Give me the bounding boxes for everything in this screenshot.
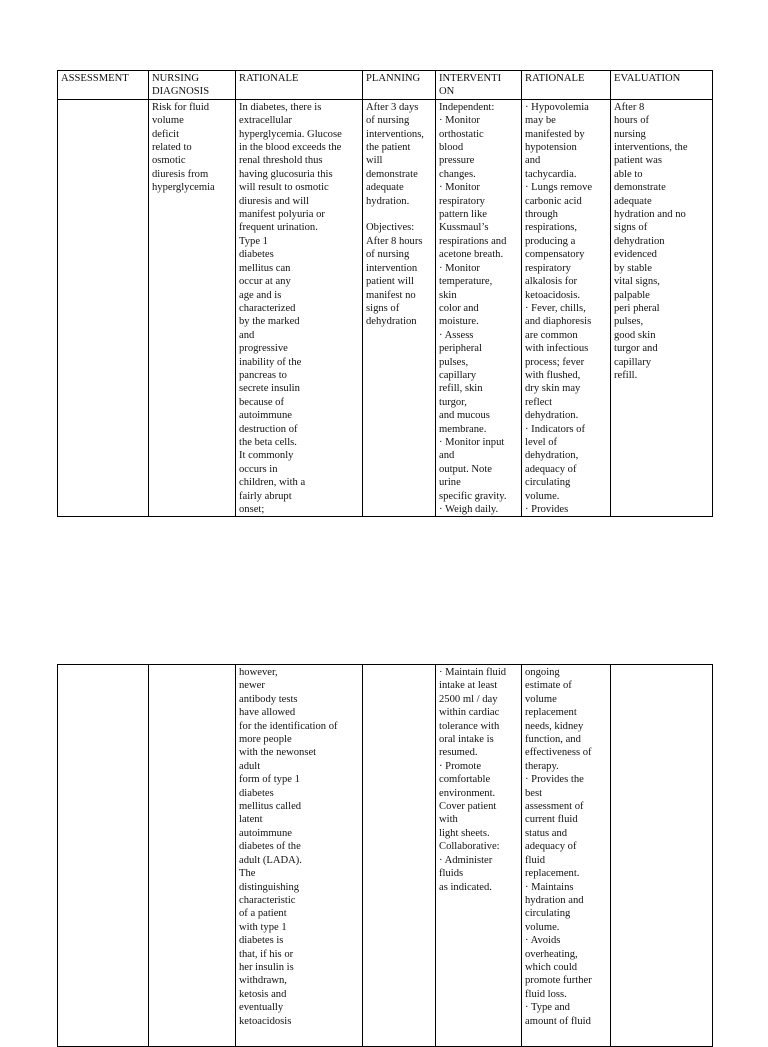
intervention-cell: · Maintain fluid intake at least 2500 ml / day within cardiac tolerance with oral intake is resumed. · Promote comfortable environment. Cover patient with light sheets. Collaborative: · Administer fluids as indicated. [436,665,522,1047]
header-rationale-2: RATIONALE [522,71,611,100]
rationale-cell: In diabetes, there is extracellular hyperglycemia. Glucose in the blood exceeds the renal threshold thus having glucosuria this will result to osmotic diuresis and will manifest polyuria or frequent urination. Type 1 diabetes mellitus can occur at any age and is characterized by the marked and progressive inability of the pancreas to secrete insulin because of autoimmune destruction of the beta cells. It commonly occurs in children, with a fairly abrupt onset; [236,99,363,517]
header-evaluation: EVALUATION [611,71,713,100]
care-plan-table-page-1 [57,70,713,517]
planning-cell: After 3 days of nursing interventions, the patient will demonstrate adequate hydration. Objectives: After 8 hours of nursing intervention patient will manifest no signs of dehydration [363,99,436,517]
diagnosis-cell [149,665,236,1047]
header-planning: PLANNING [363,71,436,100]
table-row [58,99,713,517]
diagnosis-cell: Risk for fluid volume deficit related to osmotic diuresis from hyperglycemia [149,99,236,517]
header-assessment: ASSESSMENT [58,71,149,100]
header-row [58,71,713,100]
header-intervention: INTERVENTI ON [436,71,522,100]
header-rationale: RATIONALE [236,71,363,100]
intervention-cell: Independent: · Monitor orthostatic blood pressure changes. · Monitor respiratory pattern like Kussmaul’s respirations and acetone breath. · Monitor temperature, skin color and moisture. · Assess peripheral pulses, capillary refill, skin turgor, and mucous membrane. · Monitor input and output. Note urine specific gravity. · Weigh daily. [436,99,522,517]
assessment-cell [58,665,149,1047]
header-nursing-diagnosis: NURSING DIAGNOSIS [149,71,236,100]
table-row [58,665,713,1047]
evaluation-cell: After 8 hours of nursing interventions, the patient was able to demonstrate adequate hydration and no signs of dehydration evidenced by stable vital signs, palpable peri pheral pulses, good skin turgor and capillary refill. [611,99,713,517]
assessment-cell [58,99,149,517]
rationale-cell: however, newer antibody tests have allowed for the identification of more people with the newonset adult form of type 1 diabetes mellitus called latent autoimmune diabetes of the adult (LADA). The distinguishing characteristic of a patient with type 1 diabetes is that, if his or her insulin is withdrawn, ketosis and eventually ketoacidosis [236,665,363,1047]
rationale-2-cell: ongoing estimate of volume replacement needs, kidney function, and effectiveness of therapy. · Provides the best assessment of current fluid status and adequacy of fluid replacement. · Maintains hydration and circulating volume. · Avoids overheating, which could promote further fluid loss. · Type and amount of fluid [522,665,611,1047]
care-plan-table-page-2 [57,664,713,1047]
rationale-2-cell: · Hypovolemia may be manifested by hypotension and tachycardia. · Lungs remove carbonic acid through respirations, producing a compensatory respiratory alkalosis for ketoacidosis. · Fever, chills, and diaphoresis are common with infectious process; fever with flushed, dry skin may reflect dehydration. · Indicators of level of dehydration, adequacy of circulating volume. · Provides [522,99,611,517]
planning-cell [363,665,436,1047]
evaluation-cell [611,665,713,1047]
